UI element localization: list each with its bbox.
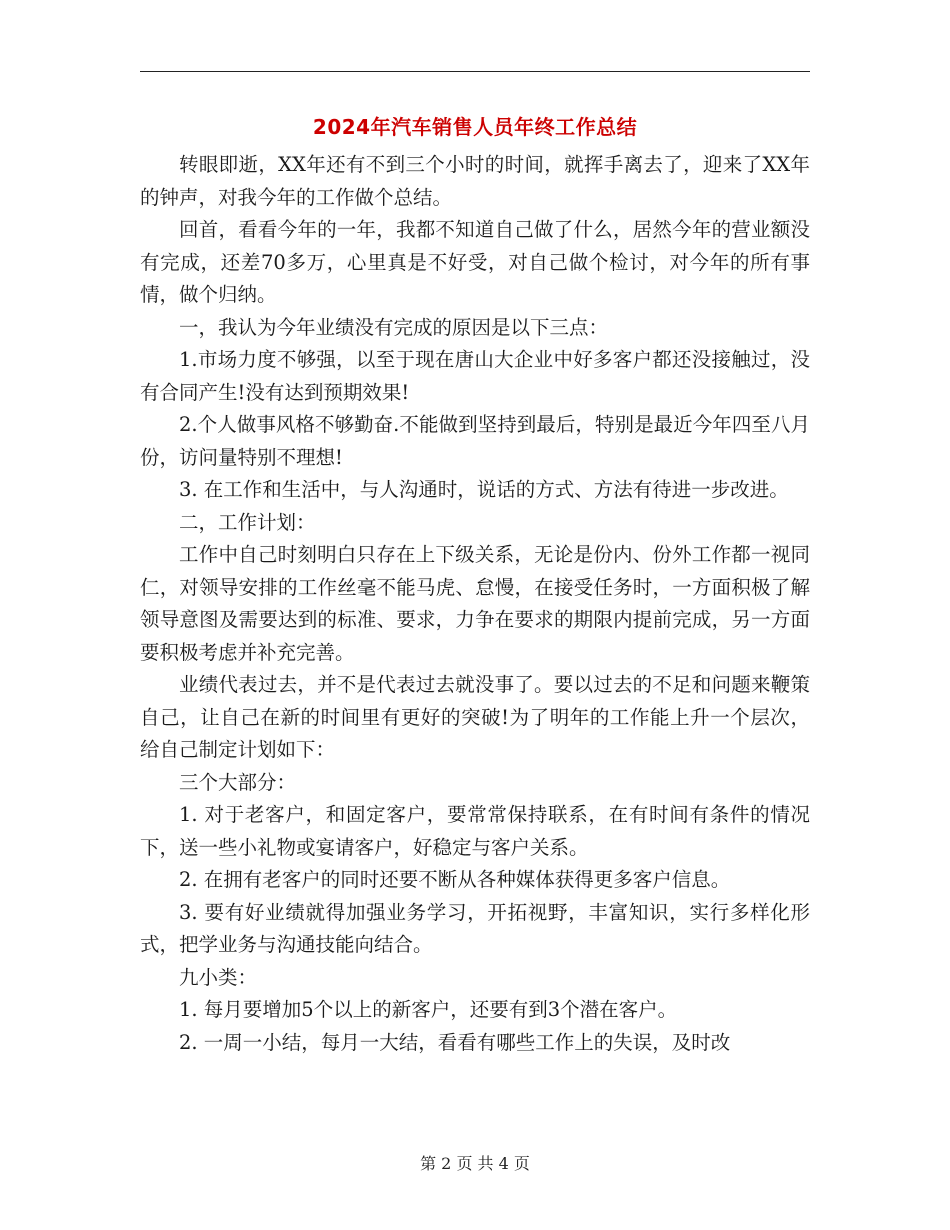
paragraph: 1.市场力度不够强，以至于现在唐山大企业中好多客户都还没接触过，没有合同产生!没有达到预期效果! xyxy=(140,348,810,404)
page-footer: 第 2 页 共 4 页 xyxy=(420,1154,530,1173)
paragraph: 1. 对于老客户，和固定客户，要常常保持联系，在有时间有条件的情况下，送一些小礼物或宴请客户，好稳定与客户关系。 xyxy=(140,803,810,859)
document-body xyxy=(140,149,810,1059)
paragraph: 2.个人做事风格不够勤奋.不能做到坚持到最后，特别是最近今年四至八月份，访问量特别不理想! xyxy=(140,413,810,469)
header-rule xyxy=(140,71,810,72)
paragraph: 二，工作计划： xyxy=(179,510,316,534)
paragraph: 2. 在拥有老客户的同时还要不断从各种媒体获得更多客户信息。 xyxy=(179,868,731,891)
paragraph: 三个大部分： xyxy=(179,770,297,794)
paragraph: 3. 要有好业绩就得加强业务学习，开拓视野，丰富知识，实行多样化形式，把学业务与沟通技能向结合。 xyxy=(140,900,810,956)
paragraph: 业绩代表过去，并不是代表过去就没事了。要以过去的不足和问题来鞭策自己，让自己在新的时间里有更好的突破!为了明年的工作能上升一个层次，给自己制定计划如下： xyxy=(140,673,810,761)
paragraph: 工作中自己时刻明白只存在上下级关系，无论是份内、份外工作都一视同仁，对领导安排的工作丝毫不能马虎、怠慢，在接受任务时，一方面积极了解领导意图及需要达到的标准、要求，力争在要求的期限内提前完成，另一方面要积极考虑并补充完善。 xyxy=(140,543,810,664)
paragraph: 3. 在工作和生活中，与人沟通时，说话的方式、方法有待进一步改进。 xyxy=(179,478,789,501)
paragraph: 1. 每月要增加5个以上的新客户，还要有到3个潜在客户。 xyxy=(179,998,678,1021)
document-title: 2024年汽车销售人员年终工作总结 xyxy=(312,115,638,139)
paragraph: 2. 一周一小结，每月一大结，看看有哪些工作上的失误，及时改 xyxy=(179,1030,731,1054)
paragraph: 转眼即逝，XX年还有不到三个小时的时间，就挥手离去了，迎来了XX年的钟声，对我今年的工作做个总结。 xyxy=(140,153,810,209)
paragraph: 九小类： xyxy=(179,965,258,989)
paragraph: 一，我认为今年业绩没有完成的原因是以下三点： xyxy=(179,315,609,339)
paragraph: 回首，看看今年的一年，我都不知道自己做了什么，居然今年的营业额没有完成，还差70多万，心里真是不好受，对自己做个检讨，对今年的所有事情，做个归纳。 xyxy=(140,218,810,306)
